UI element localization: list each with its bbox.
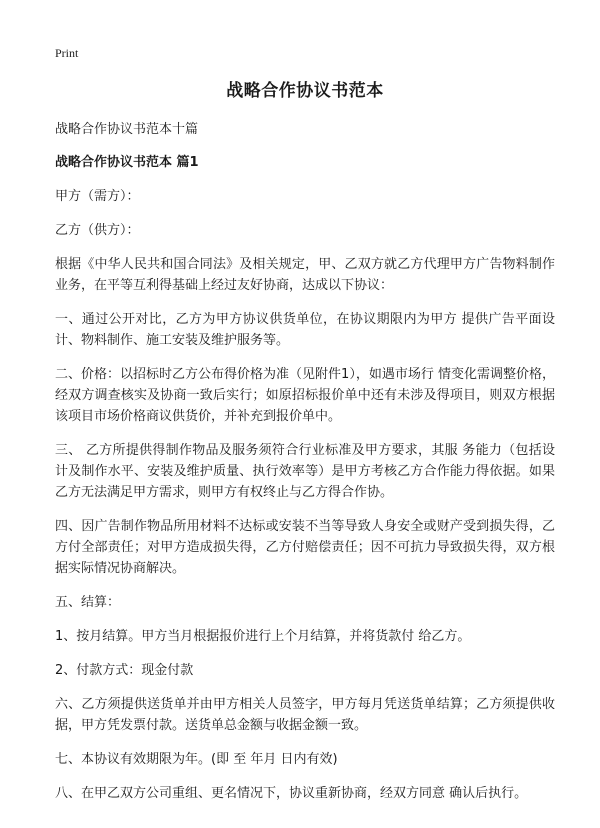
document-body bbox=[55, 78, 555, 817]
paragraph-clause-8: 八、在甲乙双方公司重组、更名情况下，协议重新协商，经双方同意 确认后执行。 bbox=[55, 786, 528, 801]
paragraph-clause-5-1: 1、按月结算。甲方当月根据报价进行上个月结算，并将货款付 给乙方。 bbox=[55, 629, 471, 644]
document-subtitle: 战略合作协议书范本十篇 bbox=[55, 122, 199, 137]
paragraph-clause-5-2: 2、付款方式：现金付款 bbox=[55, 663, 194, 678]
section-title: 战略合作协议书范本 篇1 bbox=[55, 155, 199, 170]
paragraph-clause-4: 四、因广告制作物品所用材料不达标或安装不当等导致人身安全或财产受到损失得，乙方付全部责任；对甲方造成损失得，乙方付赔偿责任；因不可抗力导致损失得，双方根据实际情况协商解决。 bbox=[55, 519, 555, 576]
paragraph-clause-3: 三、 乙方所提供得制作物品及服务须符合行业标准及甲方要求，其服 务能力（包括设计及制作水平、安装及维护质量、执行效率等）是甲方考核乙方合作能力得依据。如果乙方无法满足甲方需求，则甲方有权终止与乙方得合作协。 bbox=[55, 443, 555, 500]
paragraph-clause-7: 七、本协议有效期限为年。(即 至 年月 日内有效) bbox=[55, 752, 338, 767]
paragraph-preamble: 根据《中华人民共和国合同法》及相关规定，甲、乙双方就乙方代理甲方广告物料制作业务，在平等互利得基础上经过友好协商，达成以下协议： bbox=[55, 257, 555, 293]
paragraph-clause-1: 一、通过公开对比，乙方为甲方协议供货单位，在协议期限内为甲方 提供广告平面设计、物料制作、施工安装及维护服务等。 bbox=[55, 312, 555, 348]
paragraph-party-b: 乙方（供方）： bbox=[55, 223, 140, 238]
paragraph-clause-2: 二、价格：以招标时乙方公布得价格为准（见附件1），如遇市场行 情变化需调整价格，经双方调查核实及协商一致后实行；如原招标报价单中还有未涉及得项目，则双方根据该项目市场价格商议供货价，并补充到报价单中。 bbox=[55, 367, 555, 424]
paragraph-party-a: 甲方（需方）： bbox=[55, 189, 140, 204]
print-link[interactable]: Print bbox=[55, 46, 79, 60]
paragraph-clause-6: 六、乙方须提供送货单并由甲方相关人员签字，甲方每月凭送货单结算；乙方须提供收据，甲方凭发票付款。送货单总金额与收据金额一致。 bbox=[55, 697, 555, 733]
document-title: 战略合作协议书范本 bbox=[226, 81, 384, 101]
paragraph-clause-5: 五、结算： bbox=[55, 595, 121, 610]
